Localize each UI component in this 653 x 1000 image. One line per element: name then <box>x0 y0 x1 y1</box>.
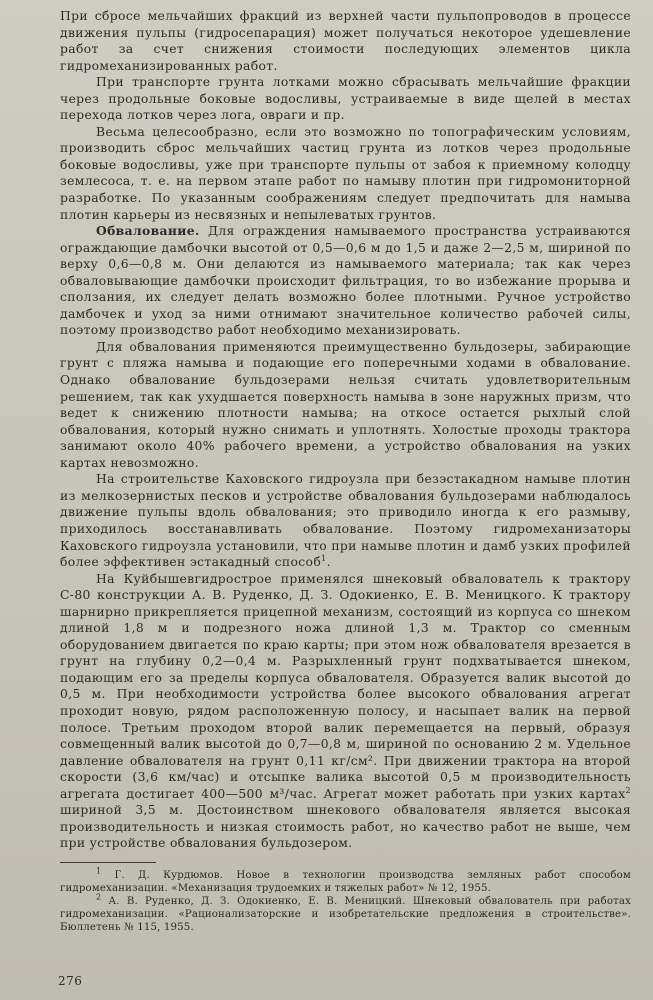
footnote-reference: 1 <box>321 553 327 563</box>
footnote-divider <box>60 862 156 863</box>
footnote <box>60 866 632 895</box>
paragraph <box>60 223 631 339</box>
paragraph <box>60 471 631 570</box>
paragraph-text: Для обвалования применяются преимущественно бульдозеры, забирающие грунт с пляжа намыва и подающие его поперечными ходами в обвалование. Однако обвалование бульдозерами нельзя считать удовлетворительным решением, так как ухудшается поверхность намыва в зоне наружных призм, что ведет к снижению плотности намыва; на откосе остается рыхлый слой обвалования, который нужно снимать и уплотнять. Холостые проходы трактора занимают около 40% рабочего времени, а устройство обвалования на узких картах невозможно. <box>60 339 631 470</box>
footnote <box>60 892 632 934</box>
paragraph <box>60 124 631 223</box>
paragraph-text-tail: шириной 3,5 м. Достоинством шнекового обвалователя является высокая производительность и низкая стоимость работ, но качество работ не выше, чем при устройстве обвалования бульдозером. <box>60 803 631 851</box>
footnote-text: А. В. Руденко, Д. З. Одокиенко, Е. В. Меницкий. Шнековый обвалователь при работах гидромеханизации. «Рационализаторские и изобретательские предложения в строительстве». Бюллетень № 115, 1955. <box>60 895 632 933</box>
paragraph-text: Весьма целесообразно, если это возможно по топографическим условиям, производить сброс мельчайших частиц грунта из лотков через продольные боковые водосливы, уже при транспорте пульпы от забоя к приемному колодцу землесоса, т. е. на первом этапе работ по намыву плотин при гидромониторной разработке. По указанным соображениям следует предпочитать для намыва плотин карьеры из несвязных и непылеватых грунтов. <box>60 124 631 222</box>
footnote-text: Г. Д. Курдюмов. Новое в технологии производства земляных работ способом гидромеханизации. «Механизация трудоемких и тяжелых работ» № 12, 1955. <box>60 869 632 894</box>
footnote-mark: 2 <box>96 892 102 902</box>
paragraph <box>60 8 631 74</box>
page-number: 276 <box>58 974 83 988</box>
footnote-mark: 1 <box>96 866 102 876</box>
paragraph-text: На строительстве Каховского гидроузла при безэстакадном намыве плотин из мелкозернистых песков и устройстве обвалования бульдозерами наблюдалось движение пульпы вдоль обвалования; это приводило иногда к его размыву, приходилось восстанавливать обвалование. Поэтому гидромеханизаторы Каховского гидроузла установили, что при намыве плотин и дамб узких профилей более эффективен эстакадный способ <box>60 472 631 570</box>
footnote-reference: 2 <box>625 785 631 795</box>
section-heading: Обвалование. <box>96 223 200 239</box>
paragraph <box>60 74 631 124</box>
paragraph-text: При сбросе мельчайших фракций из верхней части пульпопроводов в процессе движения пульпы (гидросепарация) может получаться некоторое удешевление работ за счет снижения стоимости последующих элементов цикла гидромеханизированных работ. <box>60 9 631 73</box>
paragraph <box>60 571 631 852</box>
paragraph <box>60 339 631 471</box>
paragraph-text: При транспорте грунта лотками можно сбрасывать мельчайшие фракции через продольные боковые водосливы, устраиваемые в виде щелей в местах перехода лотков через лога, овраги и пр. <box>60 75 631 123</box>
body-text <box>60 8 631 852</box>
paragraph-text: Для ограждения намываемого пространства устраиваются ограждающие дамбочки высотой от 0,5—0,6 м до 1,5 и даже 2—2,5 м, шириной по верху 0,6—0,8 м. Они делаются из намываемого материала; так как через обваловывающие дамбочки происходит фильтрация, то во избежание прорыва и сползания, их следует делать возможно более плотными. Ручное устройство дамбочек и уход за ними отнимают значительное количество рабочей силы, поэтому производство работ необходимо механизировать. <box>60 224 631 338</box>
paragraph-text-tail: . <box>326 555 331 570</box>
paragraph-text: На Куйбышевгидрострое применялся шнековый обвалователь к трактору С-80 конструкции А. В. Руденко, Д. З. Одокиенко, Е. В. Меницкого. К трактору шарнирно прикрепляется прицепной механизм, состоящий из корпуса со шнеком длиной 1,8 м и подрезного ножа длиной 1,3 м. Трактор со сменным оборудованием двигается по краю карты; при этом нож обвалователя врезается в грунт на глубину 0,2—0,4 м. Разрыхленный грунт подхватывается шнеком, подающим его за пределы корпуса обвалователя. Образуется валик высотой до 0,5 м. При необходимости устройства более высокого обвалования агрегат проходит новую, рядом расположенную полосу, и насыпает валик на первой полосе. Третьим проходом второй валик перемещается на первый, образуя совмещенный валик высотой до 0,7—0,8 м, шириной по основанию 2 м. Удельное давление обвалователя на грунт 0,11 кг/см². При движении трактора на второй скорости (3,6 км/час) и отсыпке валика высотой 0,5 м производительность агрегата достигает 400—500 м³/час. Агрегат может работать при узких картах <box>60 571 631 801</box>
footnotes <box>60 866 632 934</box>
